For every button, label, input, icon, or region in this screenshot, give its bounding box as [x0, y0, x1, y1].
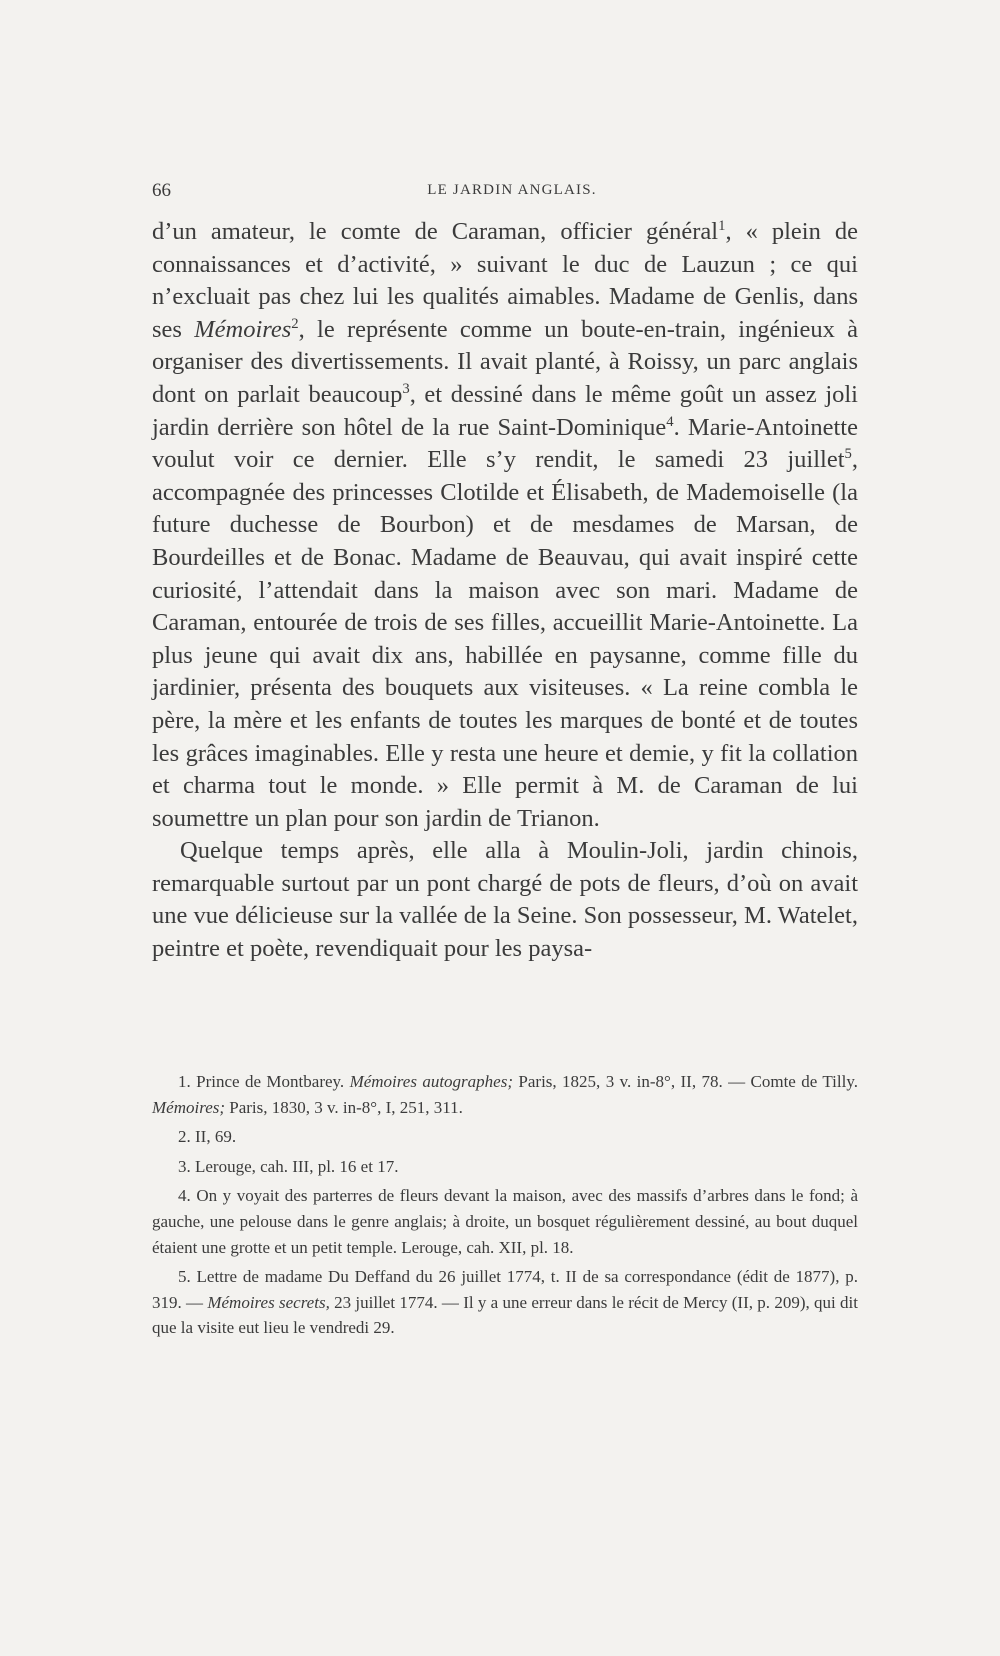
text-run: Paris, 1830, 3 v. in-8°, I, 251, 311. — [225, 1097, 463, 1117]
text-run: 1. Prince de Montbarey. — [178, 1072, 350, 1091]
footnote-ref-2: 2 — [291, 315, 299, 332]
text-run: 5. Lettre de madame Du Deffand du 26 juillet 1774, t. II de sa correspondance (édit de 1877), p. 319. — — [152, 1267, 858, 1312]
footnotes — [152, 1069, 858, 1345]
italic-title: Mémoires — [194, 315, 292, 343]
text-run: 23 juillet 1774. — Il y a une erreur dans le récit de Mercy (II, p. 209), qui dit que la visite eut lieu le vendredi 29. — [152, 1292, 858, 1338]
text-run: , et dessiné dans le même goût un assez joli jardin derrière son hôtel de la rue Saint-Dominique — [152, 380, 858, 441]
footnote-1 — [152, 1069, 858, 1120]
footnote-5 — [152, 1264, 858, 1341]
footnote-ref-5: 5 — [844, 446, 852, 462]
italic-title: Mémoires; — [152, 1097, 226, 1117]
text-run: . Marie-Antoinette voulut voir ce dernier. Elle s’y rendit, le samedi 23 juillet — [152, 413, 858, 474]
running-title: LE JARDIN ANGLAIS. — [427, 182, 597, 198]
text-run: , « plein de connaissances et d’activité, » suivant le duc de Lauzun ; ce qui n’excluait pas chez lui les qualités aimables. Madame de Genlis, dans ses — [152, 218, 858, 343]
text-run: , le représente comme un boute-en-train, ingénieux à organiser des divertissements. Il avait planté, à Roissy, un parc anglais dont on parlait beaucoup — [152, 315, 858, 408]
paragraph-2: Quelque temps après, elle alla à Moulin-Joli, jardin chinois, remarquable surtout par un pont chargé de pots de fleurs, d’où on avait une vue délicieuse sur la vallée de la Seine. Son possesseur, M. Watelet, peintre et poète, revendiquait pour les paysa- — [152, 837, 858, 963]
page-header — [152, 180, 872, 204]
footnote-4: 4. On y voyait des parterres de fleurs devant la maison, avec des massifs d’arbres dans le fond; à gauche, une pelouse dans le genre anglais; à droite, un bosquet régulièrement dessiné, au bout duquel étaient une grotte et un petit temple. Lerouge, cah. XII, pl. 18. — [152, 1186, 858, 1257]
text-run: , accompagnée des princesses Clotilde et Élisabeth, de Mademoiselle (la future duchesse de Bourbon) et de mesdames de Marsan, de Bourdeilles et de Bonac. Madame de Beauvau, qui avait inspiré cette curiosité, l’attendait dans la maison avec son mari. Madame de Caraman, entourée de trois de ses filles, accueillit Marie-Antoinette. La plus jeune qui avait dix ans, habillée en paysanne, comme fille du jardinier, présenta des bouquets aux visiteuses. « La reine combla le père, la mère et les enfants de toutes les marques de bonté et de toutes les grâces imaginables. Elle y resta une heure et demie, y fit la collation et charma tout le monde. » Elle permit à M. de Caraman de lui soumettre un plan pour son jardin de Trianon. — [152, 446, 858, 832]
footnote-3: 3. Lerouge, cah. III, pl. 16 et 17. — [178, 1156, 399, 1176]
footnote-ref-1: 1 — [718, 217, 726, 234]
text-run: Paris, 1825, 3 v. in-8°, II, 78. — Comte de Tilly. — [513, 1072, 858, 1091]
footnote-ref-3: 3 — [402, 380, 410, 397]
footnote-ref-4: 4 — [666, 413, 674, 430]
text-run: d’un amateur, le comte de Caraman, officier général — [152, 218, 719, 245]
italic-title: Mémoires autographes; — [349, 1072, 513, 1091]
main-text — [152, 216, 858, 966]
page-number: 66 — [152, 180, 171, 201]
footnote-2: 2. II, 69. — [178, 1127, 237, 1147]
paragraph-1 — [152, 216, 858, 835]
italic-title: Mémoires secrets, — [207, 1292, 330, 1312]
